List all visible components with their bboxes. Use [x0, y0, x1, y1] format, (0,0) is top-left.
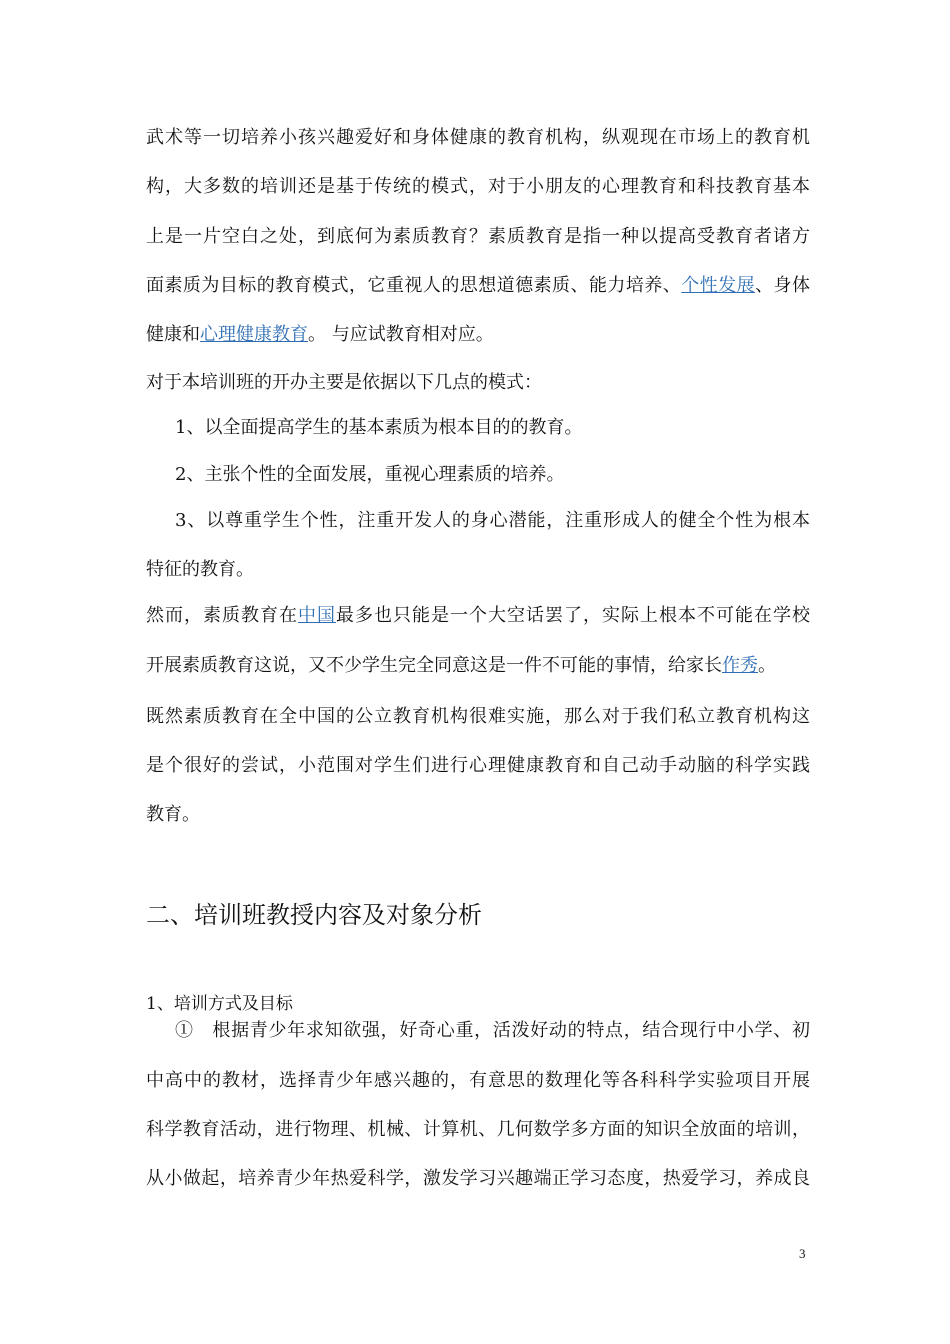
text-span: 开展素质教育这说，又不少学生完全同意这是一件不可能的事情，给家长: [146, 655, 722, 676]
paragraph-line: 中高中的教材，选择青少年感兴趣的，有意思的数理化等各科科学实验项目开展: [146, 1070, 810, 1091]
paragraph-line: 是个很好的尝试，小范围对学生们进行心理健康教育和自己动手动脑的科学实践: [146, 755, 810, 776]
text-span: 面素质为目标的教育模式，它重视人的思想道德素质、能力培养、: [146, 275, 682, 296]
paragraph-line: [146, 322, 810, 348]
paragraph-line: 从小做起，培养青少年热爱科学，激发学习兴趣端正学习态度，热爱学习，养成良: [146, 1168, 810, 1189]
text-span: 最多也只能是一个大空话罢了，实际上根本不可能在学校: [336, 605, 810, 626]
text-span: 然而，素质教育在: [146, 605, 298, 626]
paragraph-line: 既然素质教育在全中国的公立教育机构很难实施，那么对于我们私立教育机构这: [146, 706, 810, 727]
mental-health-education-link[interactable]: 心理健康教育: [200, 324, 308, 345]
text-span: 、身体: [755, 275, 811, 296]
section-heading: 二、培训班教授内容及对象分析: [146, 901, 482, 929]
list-item: 3、以尊重学生个性，注重开发人的身心潜能，注重形成人的健全个性为根本: [175, 510, 810, 531]
paragraph-line: ① 根据青少年求知欲强，好奇心重，活泼好动的特点，结合现行中小学、初: [175, 1020, 810, 1041]
paragraph-line: [146, 603, 810, 629]
text-span: 。: [758, 655, 776, 676]
paragraph-line: 构，大多数的培训还是基于传统的模式，对于小朋友的心理教育和科技教育基本: [146, 176, 810, 197]
list-item: 2、主张个性的全面发展，重视心理素质的培养。: [175, 464, 565, 485]
paragraph-line: 武术等一切培养小孩兴趣爱好和身体健康的教育机构，纵观现在市场上的教育机: [146, 127, 810, 148]
china-link[interactable]: 中国: [298, 605, 336, 626]
showmanship-link[interactable]: 作秀: [722, 655, 758, 676]
text-span: 健康和: [146, 324, 200, 345]
paragraph-line: [146, 653, 810, 679]
subsection-heading: 1、培训方式及目标: [146, 994, 293, 1014]
intro-line: 对于本培训班的开办主要是依据以下几点的模式：: [146, 372, 542, 393]
text-span: 。 与应试教育相对应。: [308, 324, 494, 345]
paragraph-line: [146, 273, 810, 299]
paragraph-line: 上是一片空白之处，到底何为素质教育？素质教育是指一种以提高受教育者诸方: [146, 226, 810, 247]
list-item-continuation: 特征的教育。: [146, 559, 254, 580]
personality-development-link[interactable]: 个性发展: [681, 275, 756, 296]
page-number: 3: [799, 1246, 806, 1261]
list-item: 1、以全面提高学生的基本素质为根本目的的教育。: [175, 417, 583, 438]
paragraph-line: 教育。: [146, 804, 200, 825]
paragraph-line: 科学教育活动，进行物理、机械、计算机、几何数学多方面的知识全放面的培训，: [146, 1119, 810, 1140]
